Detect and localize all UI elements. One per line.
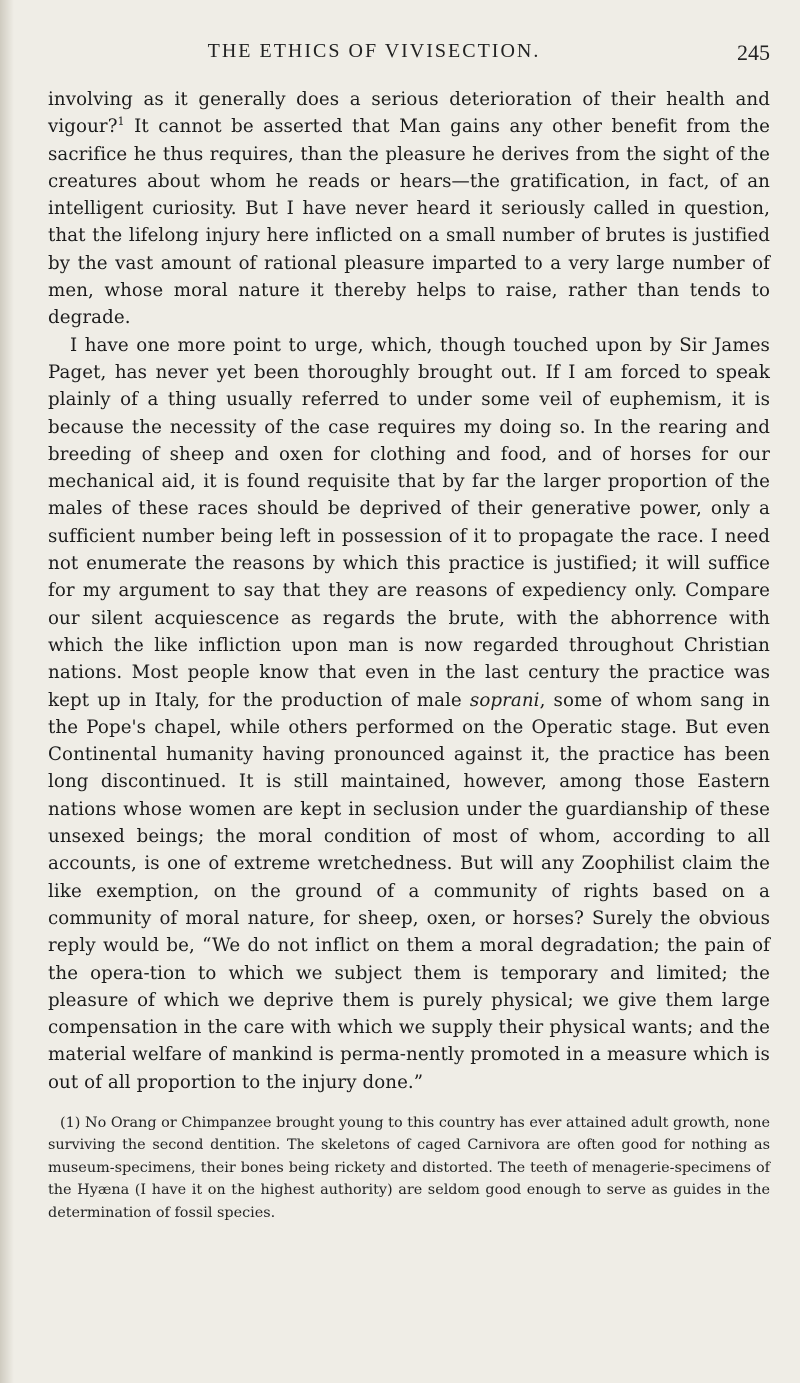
paragraph-2 [48,332,770,1096]
footnote-1: (1) No Orang or Chimpanzee brought young to this country has ever attained adult growth, none surviving the second dentition. The skeletons of caged Carnivora are often good for nothing as museum-specimens, their bones being rickety and distorted. The teeth of menagerie-specimens of the Hyæna (I have it on the highest authority) are seldom good enough to serve as guides in the determination of fossil species. [48,1114,770,1221]
running-title: THE ETHICS OF VIVISECTION. [207,40,541,62]
binding-shadow [0,0,14,1383]
italic-term: soprani [469,689,540,711]
body-text [48,86,770,1096]
footnotes [48,1112,770,1225]
paragraph-1-text-b: It cannot be asserted that Man gains any other benefit from the sacrifice he thus requires, than the pleasure he derives from the sight of the creatures about whom he reads or hears—the gratification, in fact, of an intelligent curiosity. But I have never heard it seriously called in question, that the lifelong injury here inflicted on a small number of brutes is justified by the vast amount of rational pleasure imparted to a very large number of men, whose moral nature it thereby helps to raise, rather than tends to degrade. [48,116,770,329]
paragraph-2-text-a: I have one more point to urge, which, though touched upon by Sir James Paget, has never yet been thoroughly brought out. If I am forced to speak plainly of a thing usually referred to under some veil of euphemism, it is because the necessity of the case requires my doing so. In the rearing and breeding of sheep and oxen for clothing and food, and of horses for our mechanical aid, it is found requisite that by far the larger proportion of the males of these races should be deprived of their generative power, only a sufficient number being left in possession of it to propagate the race. I need not enumerate the reasons by which this practice is justified; it will suffice for my argument to say that they are reasons of expediency only. Compare our silent acquiescence as regards the brute, with the abhorrence with which the like infliction upon man is now regarded throughout Christian nations. Most people know that even in the last century the practice was kept up in Italy, for the production of male [48,334,770,711]
running-head [48,40,770,72]
paragraph-1 [48,86,770,332]
footnote-ref-1[interactable]: 1 [117,115,125,129]
paragraph-1-text-a: involving as it generally does a serious deterioration of their health and vigour? [48,89,770,138]
page-number: 245 [737,40,770,65]
paragraph-2-text-b: , some of whom sang in the Pope's chapel, while others performed on the Operatic stage. But even Continental humanity having pronounced against it, the practice has been long discontinued. It is still maintained, however, among those Eastern nations whose women are kept in seclusion under the guardianship of these unsexed beings; the moral condition of most of whom, according to all accounts, is one of extreme wretchedness. But will any Zoophilist claim the like exemption, on the ground of a community of rights based on a community of moral nature, for sheep, oxen, or horses? Surely the obvious reply would be, “We do not inflict on them a moral degradation; the pain of the opera-tion to which we subject them is temporary and limited; the pleasure of which we deprive them is purely physical; we give them large compensation in the care with which we supply their physical wants; and the material welfare of mankind is perma-nently promoted in a measure which is out of all proportion to the injury done.” [48,689,771,1093]
